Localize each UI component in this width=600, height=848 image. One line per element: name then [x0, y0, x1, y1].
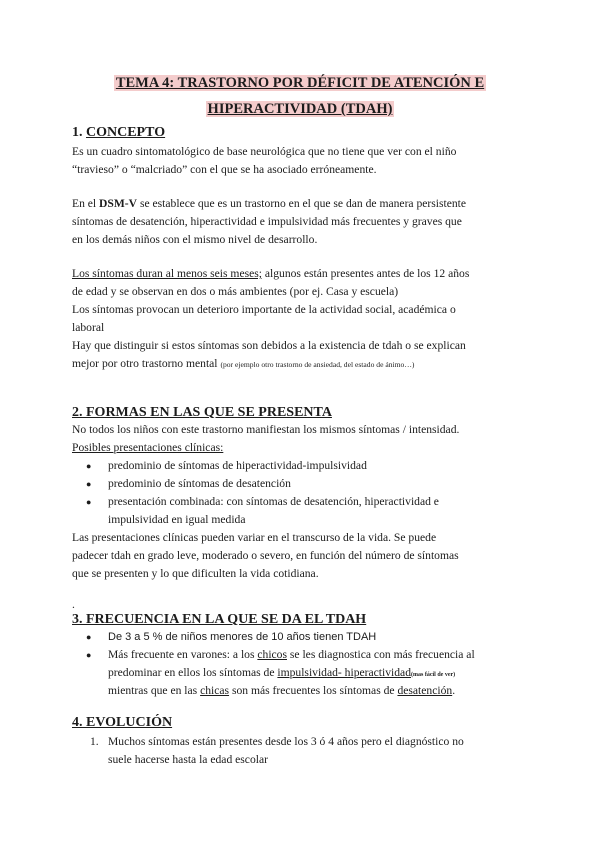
s1-p1-line1: Es un cuadro sintomatológico de base neurológica que no tiene que ver con el niño [72, 145, 457, 158]
s4-item-number: 1. [90, 735, 99, 748]
s1-p5-line2: mejor por otro trastorno mental (por ejemplo otro trastorno de ansiedad, del estado de ánimo…) [72, 357, 415, 370]
s2-bullet-2: predominio de síntomas de desatención [108, 477, 291, 490]
s1-p2-line2: síntomas de desatención, hiperactividad e impulsividad más frecuentes y graves que [72, 215, 462, 228]
section-3-heading: 3. FRECUENCIA EN LA QUE SE DA EL TDAH [72, 612, 367, 627]
s2-p3-line3: que se presenten y lo que dificulten la vida cotidiana. [72, 567, 319, 580]
s3-bullet-2-line3: mientras que en las chicas son más frecuentes los síntomas de desatención. [108, 684, 456, 697]
s2-p2: Posibles presentaciones clínicas: [72, 441, 224, 454]
s1-p3-line2: de edad y se observan en dos o más ambientes (por ej. Casa y escuela) [72, 285, 399, 298]
s1-p4-line2: laboral [72, 321, 105, 334]
s4-item-1-line1: Muchos síntomas están presentes desde los 3 ó 4 años pero el diagnóstico no [108, 735, 464, 748]
bullet-icon: ● [86, 479, 92, 489]
s2-p3-line1: Las presentaciones clínicas pueden variar en el transcurso de la vida. Se puede [72, 531, 437, 544]
s2-bullet-1: predominio de síntomas de hiperactividad-impulsividad [108, 459, 367, 472]
s1-p4-line1: Los síntomas provocan un deterioro importante de la actividad social, académica o [72, 303, 456, 316]
s2-bullet-3: presentación combinada: con síntomas de desatención, hiperactividad e [108, 495, 439, 508]
s2-bullet-3-line2: impulsividad en igual medida [108, 513, 246, 526]
section-2-heading: 2. FORMAS EN LAS QUE SE PRESENTA [72, 405, 332, 420]
bullet-icon: ● [86, 632, 92, 642]
stray-dot: . [72, 598, 75, 611]
section-4-heading: 4. EVOLUCIÓN [72, 715, 173, 730]
s2-p3-line2: padecer tdah en grado leve, moderado o severo, en función del número de síntomas [72, 549, 459, 562]
s1-p2-line3: en los demás niños con el mismo nivel de desarrollo. [72, 233, 318, 246]
section-1-heading: 1. CONCEPTO [72, 125, 166, 140]
title-line-2: HIPERACTIVIDAD (TDAH) [207, 101, 393, 117]
s1-p3-line1: Los síntomas duran al menos seis meses; algunos están presentes antes de los 12 años [72, 267, 470, 280]
s3-bullet-2-line2: predominar en ellos los síntomas de impulsividad- hiperactividad(mas fácil de ver) [108, 666, 456, 679]
s1-p5-line1: Hay que distinguir si estos síntomas son debidos a la existencia de tdah o se explican [72, 339, 466, 352]
s2-p1: No todos los niños con este trastorno manifiestan los mismos síntomas / intensidad. [72, 423, 460, 436]
bullet-icon: ● [86, 461, 92, 471]
title-line-1: TEMA 4: TRASTORNO POR DÉFICIT DE ATENCIÓN E [115, 75, 485, 91]
s1-p1-line2: “travieso” o “malcriado” con el que se ha asociado erróneamente. [72, 163, 377, 176]
s3-bullet-2-line1: Más frecuente en varones: a los chicos se les diagnostica con más frecuencia al [108, 648, 475, 661]
s3-bullet-1: De 3 a 5 % de niños menores de 10 años tienen TDAH [108, 631, 377, 643]
bullet-icon: ● [86, 650, 92, 660]
bullet-icon: ● [86, 497, 92, 507]
s4-item-1-line2: suele hacerse hasta la edad escolar [108, 753, 268, 766]
s1-p2-line1: En el DSM-V se establece que es un trastorno en el que se dan de manera persistente [72, 197, 467, 210]
